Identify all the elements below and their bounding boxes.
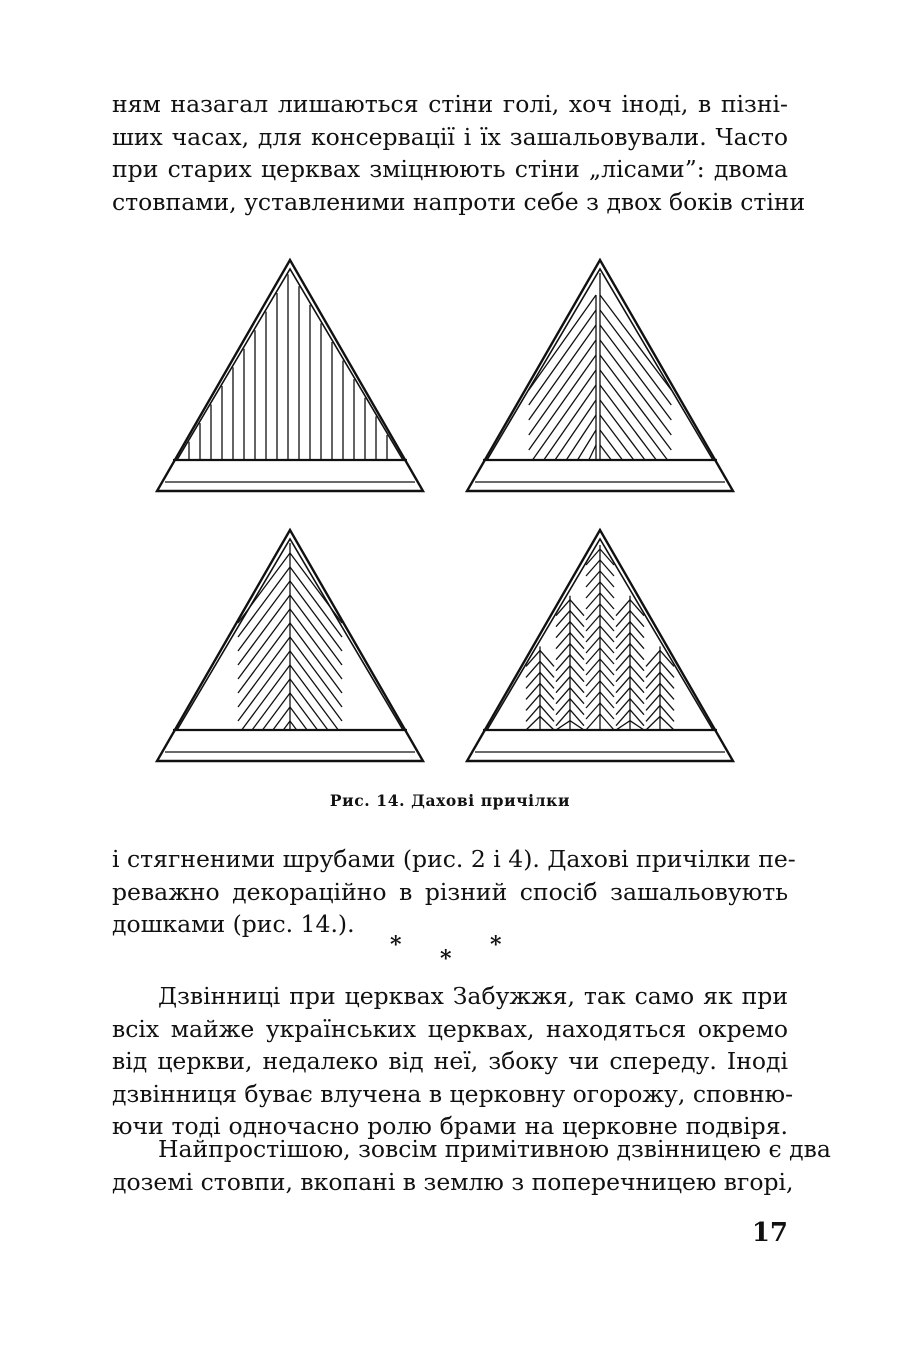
board-line [290,553,342,623]
board-line [616,721,630,730]
board-line [600,355,671,450]
board-line [600,430,623,460]
text-line: доземі стовпи, вкопані в землю з поперечницею вгорі, [112,1167,794,1196]
board-line [600,385,656,460]
board-line [630,721,644,730]
gable-chevron-boarding [157,530,423,761]
board-line [529,355,596,450]
board-line [290,665,338,730]
board-line [589,445,596,460]
paragraph-belfries [112,980,794,1143]
board-line [242,665,290,730]
paragraph-top [112,88,806,218]
board-line [555,400,596,460]
board-line [238,637,290,707]
board-line [600,370,668,460]
board-line [238,609,290,679]
board-line [556,721,570,730]
text-line: від церкви, недалеко від неї, збоку чи спереду. Іноді [112,1047,788,1075]
board-line [544,385,596,460]
board-line [290,609,342,679]
text-line: дошками (рис. 14.). [112,910,355,938]
gable-vertical-boarding [157,260,423,491]
asterisk: * [390,932,402,958]
board-line [578,430,597,460]
figure-caption: Рис. 14. Дахові причілки [329,791,571,810]
roof-gables-figure [150,255,750,775]
asterisk: * [490,932,502,958]
asterisk: * [440,946,452,972]
section-separator [380,932,520,972]
text-line: стовпами, уставленими напроти себе з двох боків стіни [112,187,806,216]
board-line [600,445,611,460]
text-line: ших часах, для консервації і їх зашальовували. Часто [112,122,788,151]
board-line [529,340,596,435]
text-line: ючи тоді одночасно ролю брами на церковне подвіря. [112,1112,788,1140]
text-line: при старих церквах зміцнюють стіни „лісами”: двома [112,155,788,183]
board-line [600,340,671,435]
text-line: всіх майже українських церквах, находяться окремо [112,1014,788,1043]
board-line [283,721,290,730]
board-line [290,651,342,721]
paragraph-simple-belfry [112,1133,831,1198]
text-line: реважно декораційно в різний спосіб зашальовують [112,877,788,906]
text-line: ням назагал лишаються стіни голі, хоч іноді, в пізні- [112,90,788,118]
board-line [570,721,584,730]
board-line [290,623,342,693]
board-line [600,295,671,390]
board-line [290,721,297,730]
board-line [238,651,290,721]
text-line: Дзвінниці при церквах Забужжя, так само як при [158,982,788,1010]
gable-multi-chevron-boarding [467,530,733,761]
gable-diagonal-boarding [467,260,733,491]
board-line [600,400,645,460]
board-line [290,637,342,707]
text-line: і стягненими шрубами (рис. 2 і 4). Дахові причілки пе- [112,845,796,873]
board-line [290,581,342,651]
board-line [290,707,307,730]
board-line [252,679,290,730]
page-number: 17 [751,1218,788,1248]
board-line [273,707,290,730]
text-line: дзвінниця буває влучена в церковну огорожу, сповню- [112,1079,794,1108]
gable-outline [157,260,423,491]
text-line: Найпростішою, зовсім примітивною дзвінницею є два [158,1135,831,1163]
paragraph-middle [112,843,796,941]
board-line [238,623,290,693]
board-line [238,553,290,623]
board-line [290,679,328,730]
board-line [529,295,596,390]
board-line [238,581,290,651]
